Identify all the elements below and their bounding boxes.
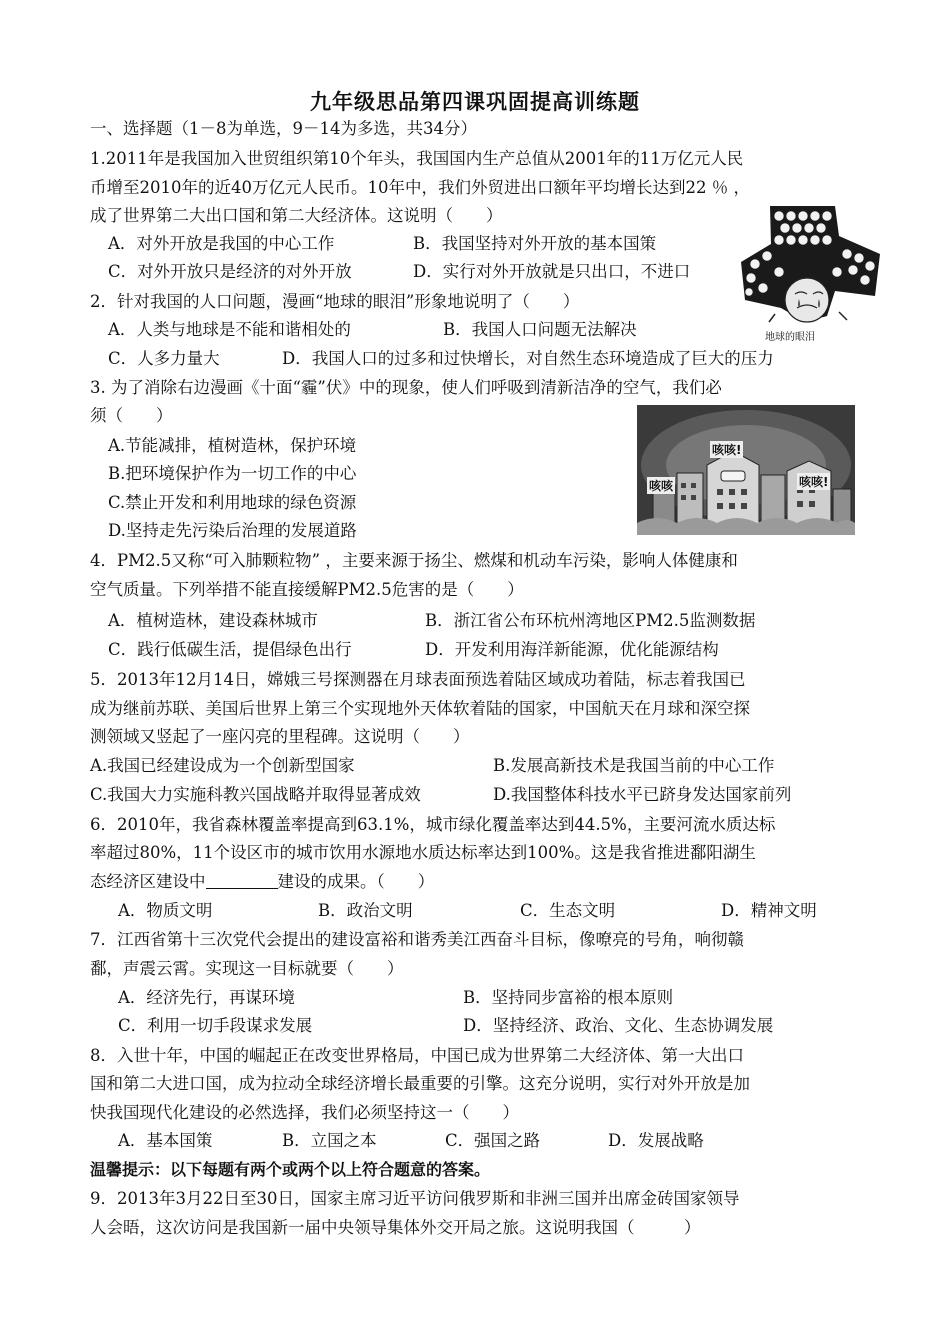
q1-stem-3: 成了世界第二大出口国和第二大经济体。这说明（ ）	[90, 206, 503, 225]
q8-option-a: A．基本国策	[118, 1131, 213, 1150]
q6-answer-blank	[206, 870, 278, 889]
q6-option-b: B．政治文明	[318, 901, 413, 920]
q6-stem-3-after: 建设的成果。（ ）	[277, 872, 435, 891]
q6-stem-1: 6．2010年，我省森林覆盖率提高到63.1%，城市绿化覆盖率达到44.5%，主要河流水质达标	[90, 815, 776, 834]
q8-option-c: C．强国之路	[445, 1131, 541, 1150]
q9-stem-2: 人会晤，这次访问是我国新一届中央领导集体外交开局之旅。这说明我国（ ）	[90, 1218, 701, 1237]
q7-option-c: C．利用一切手段谋求发展	[118, 1016, 313, 1035]
q8-stem-3: 快我国现代化建设的必然选择，我们必须坚持这一（ ）	[90, 1103, 519, 1122]
q1-option-a: A．对外开放是我国的中心工作	[108, 234, 335, 253]
q4-option-a: A．植树造林，建设森林城市	[108, 611, 318, 630]
q2-option-b: B．我国人口问题无法解决	[443, 320, 637, 339]
cough-label-1: 咳咳!	[712, 443, 742, 457]
q2-option-c: C．人多力量大	[108, 349, 220, 368]
q3-option-a: A.节能减排，植树造林，保护环境	[108, 436, 357, 455]
multi-choice-tip: 温馨提示：以下每题有两个或两个以上符合题意的答案。	[90, 1160, 491, 1179]
q5-option-a: A.我国已经建设成为一个创新型国家	[90, 756, 355, 775]
q5-stem-3: 测领域又竖起了一座闪亮的里程碑。这说明（ ）	[90, 727, 470, 746]
q9-stem-1: 9．2013年3月22日至30日，国家主席习近平访问俄罗斯和非洲三国并出席金砖国家领导	[90, 1189, 740, 1208]
q7-stem-2: 鄱，声震云霄。实现这一目标就要（ ）	[90, 959, 404, 978]
q3-option-b: B.把环境保护作为一切工作的中心	[108, 464, 357, 483]
q8-stem-2: 国和第二大进口国，成为拉动全球经济增长最重要的引擎。这充分说明，实行对外开放是加	[90, 1074, 750, 1093]
q4-option-d: D．开发利用海洋新能源，优化能源结构	[425, 640, 719, 659]
q6-stem-2: 率超过80%，11个设区市的城市饮用水源地水质达标率达到100%。这是我省推进鄱阳湖生	[90, 843, 756, 862]
q4-stem-1: 4．PM2.5又称“可入肺颗粒物” ，主要来源于扬尘、燃煤和机动车污染，影响人体健康和	[90, 551, 738, 570]
q6-option-d: D．精神文明	[721, 901, 817, 920]
section-heading: 一、选择题（1－8为单选，9－14为多选，共34分）	[90, 119, 477, 138]
q8-stem-1: 8．入世十年，中国的崛起正在改变世界格局，中国已成为世界第二大经济体、第一大出口	[90, 1046, 744, 1065]
earth-tears-illustration	[735, 196, 885, 346]
q4-option-b: B．浙江省公布环杭州湾地区PM2.5监测数据	[425, 611, 756, 630]
cough-label-2: 咳咳	[649, 479, 674, 493]
q6-stem-3	[90, 869, 434, 895]
q2-option-a: A．人类与地球是不能和谐相处的	[108, 320, 351, 339]
q3-option-c: C.禁止开发和利用地球的绿色资源	[108, 493, 357, 512]
earth-tears-caption: 地球的眼泪	[765, 332, 815, 343]
q7-option-d: D．坚持经济、政治、文化、生态协调发展	[463, 1016, 774, 1035]
q2-stem: 2．针对我国的人口问题，漫画“地球的眼泪”形象地说明了（ ）	[90, 292, 580, 311]
q6-option-c: C．生态文明	[520, 901, 616, 920]
q5-option-c: C.我国大力实施科教兴国战略并取得显著成效	[90, 785, 421, 804]
cough-label-3: 咳咳!	[799, 475, 829, 489]
q7-stem-1: 7．江西省第十三次党代会提出的建设富裕和谐秀美江西奋斗目标，像嘹亮的号角，响彻赣	[90, 930, 744, 949]
earth-tears-cartoon	[735, 196, 885, 346]
q7-option-b: B．坚持同步富裕的根本原则	[463, 988, 674, 1007]
q8-option-d: D．发展战略	[608, 1131, 704, 1150]
q7-option-a: A．经济先行，再谋环境	[118, 988, 295, 1007]
q6-option-a: A．物质文明	[118, 901, 213, 920]
q5-option-d: D.我国整体科技水平已跻身发达国家前列	[493, 785, 792, 804]
page-title: 九年级思品第四课巩固提高训练题	[310, 90, 640, 114]
q5-stem-2: 成为继前苏联、美国后世界上第三个实现地外天体软着陆的国家，中国航天在月球和深空探	[90, 699, 750, 718]
q1-option-c: C．对外开放只是经济的对外开放	[108, 262, 352, 281]
q1-stem-2: 币增至2010年的近40万亿元人民币。10年中，我们外贸进出口额年平均增长达到22 ％ ，	[90, 178, 750, 197]
q3-option-d: D.坚持走先污染后治理的发展道路	[108, 521, 357, 540]
smog-cartoon	[637, 405, 855, 535]
q3-stem-1: 3. 为了消除右边漫画《十面“霾”伏》中的现象，使人们呼吸到清新洁净的空气，我们必	[90, 378, 722, 397]
q2-option-d: D．我国人口的过多和过快增长，对自然生态环境造成了巨大的压力	[282, 349, 774, 368]
q1-option-d: D．实行对外开放就是只出口，不进口	[413, 262, 691, 281]
q4-stem-2: 空气质量。下列举措不能直接缓解PM2.5危害的是（ ）	[90, 580, 524, 599]
q3-stem-2: 须（ ）	[90, 406, 173, 425]
q4-option-c: C．践行低碳生活，提倡绿色出行	[108, 640, 352, 659]
q6-stem-3-before: 态经济区建设中	[90, 872, 206, 891]
smog-city-illustration	[637, 405, 855, 535]
q1-stem-1: 1.2011年是我国加入世贸组织第10个年头，我国国内生产总值从2001年的11万亿元人民	[90, 149, 744, 168]
q1-option-b: B．我国坚持对外开放的基本国策	[413, 234, 657, 253]
q5-option-b: B.发展高新技术是我国当前的中心工作	[493, 756, 775, 775]
q8-option-b: B．立国之本	[282, 1131, 377, 1150]
q5-stem-1: 5．2013年12月14日，嫦娥三号探测器在月球表面预选着陆区域成功着陆，标志着我国已	[90, 670, 746, 689]
